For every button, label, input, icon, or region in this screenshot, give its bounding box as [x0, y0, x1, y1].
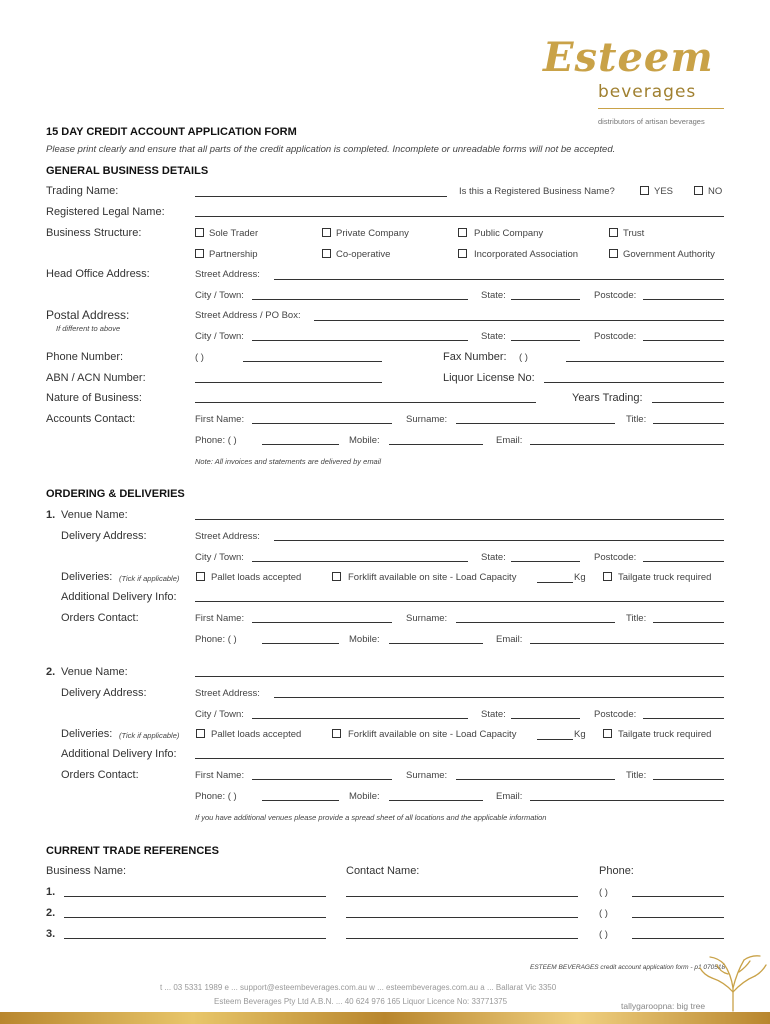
structure-partnership-label: Partnership — [209, 249, 258, 260]
venue-2-capacity-field[interactable] — [537, 739, 573, 740]
venue-1-phone-field[interactable] — [262, 643, 339, 644]
head-postcode-label: Postcode: — [594, 290, 637, 301]
venue-2-additional-label: Additional Delivery Info: — [61, 748, 177, 760]
venue-1-email-field[interactable] — [530, 643, 724, 644]
footer-partner: tallygaroopna: big tree — [621, 1001, 706, 1011]
accounts-surname-label: Surname: — [406, 414, 448, 425]
venue-2-forklift-label: Forklift available on site - Load Capacity — [348, 729, 517, 740]
phone-label: Phone Number: — [46, 351, 124, 363]
structure-partnership-checkbox[interactable] — [195, 249, 204, 258]
structure-private-company-checkbox[interactable] — [322, 228, 331, 237]
structure-public-company-checkbox[interactable] — [458, 228, 467, 237]
fax-label: Fax Number: — [443, 351, 507, 363]
venue-2-street-label: Street Address: — [195, 688, 260, 699]
head-city-field[interactable] — [252, 299, 468, 300]
structure-private-company-label: Private Company — [336, 228, 409, 239]
venue-2-mobile-label: Mobile: — [349, 791, 380, 802]
trade-phone-header: Phone: — [599, 865, 634, 877]
venue-1-additional-label: Additional Delivery Info: — [61, 591, 177, 603]
trade-row-1-area-code[interactable]: ( ) — [599, 887, 608, 898]
trade-row-2-area-code[interactable]: ( ) — [599, 908, 608, 919]
venue-2-phone-field[interactable] — [262, 800, 339, 801]
brand-logo-sub: beverages — [598, 82, 697, 102]
accounts-surname-field[interactable] — [456, 423, 615, 424]
venue-1-phone-label: Phone: ( ) — [195, 634, 237, 645]
postal-note: If different to above — [56, 324, 121, 333]
venue-2-surname-field[interactable] — [456, 779, 615, 780]
venue-2-postcode-label: Postcode: — [594, 709, 637, 720]
venue-1-city-label: City / Town: — [195, 552, 244, 563]
trade-row-3-area-code[interactable]: ( ) — [599, 929, 608, 940]
section-ordering-heading: ORDERING & DELIVERIES — [46, 488, 185, 500]
trade-row-3-phone-field[interactable] — [632, 938, 724, 939]
accounts-email-label: Email: — [496, 435, 523, 446]
structure-cooperative-label: Co-operative — [336, 249, 391, 260]
nature-label: Nature of Business: — [46, 392, 142, 404]
venue-1-forklift-label: Forklift available on site - Load Capacity — [348, 572, 517, 583]
accounts-phone-field[interactable] — [262, 444, 339, 445]
accounts-email-field[interactable] — [530, 444, 724, 445]
venue-2-surname-label: Surname: — [406, 770, 448, 781]
postal-postcode-field[interactable] — [643, 340, 724, 341]
venue-2-email-field[interactable] — [530, 800, 724, 801]
head-street-field[interactable] — [274, 279, 724, 280]
structure-label: Business Structure: — [46, 227, 142, 239]
phone-area-code[interactable]: ( ) — [195, 352, 204, 363]
years-field[interactable] — [652, 402, 724, 403]
venue-1-surname-field[interactable] — [456, 622, 615, 623]
trade-row-3-contact-field[interactable] — [346, 938, 578, 939]
structure-government-checkbox[interactable] — [609, 249, 618, 258]
section-trade-heading: CURRENT TRADE REFERENCES — [46, 845, 219, 857]
years-label: Years Trading: — [572, 392, 643, 404]
venue-1-postcode-label: Postcode: — [594, 552, 637, 563]
venue-1-forklift-checkbox[interactable] — [332, 572, 341, 581]
venue-1-deliveries-label: Deliveries: — [61, 571, 113, 583]
brand-tagline: distributors of artisan beverages — [598, 117, 705, 126]
venue-2-phone-label: Phone: ( ) — [195, 791, 237, 802]
venue-1-state-field[interactable] — [511, 561, 580, 562]
venue-1-street-field[interactable] — [274, 540, 724, 541]
venue-2-city-label: City / Town: — [195, 709, 244, 720]
venue-2-additional-field[interactable] — [195, 758, 724, 759]
structure-incorporated-label: Incorporated Association — [474, 249, 579, 260]
footer-company-line: Esteem Beverages Pty Ltd A.B.N. ... 40 624 976 165 Liquor Licence No: 33771375 — [214, 997, 508, 1006]
footer-contact-line: t ... 03 5331 1989 e ... support@esteembeverages.com.au w ... esteembeverages.com.au a ... Ballarat Vic 3350 — [160, 983, 557, 992]
postal-state-field[interactable] — [511, 340, 580, 341]
venue-1-street-label: Street Address: — [195, 531, 260, 542]
venue-1-tailgate-label: Tailgate truck required — [618, 572, 712, 583]
trade-contact-header: Contact Name: — [346, 865, 420, 877]
section-general-heading: GENERAL BUSINESS DETAILS — [46, 165, 209, 177]
trade-row-3-number: 3. — [46, 928, 56, 940]
accounts-title-field[interactable] — [653, 423, 724, 424]
abn-label: ABN / ACN Number: — [46, 372, 146, 384]
venue-1-mobile-field[interactable] — [389, 643, 483, 644]
trade-row-2-phone-field[interactable] — [632, 917, 724, 918]
venue-1-first-field[interactable] — [252, 622, 392, 623]
accounts-contact-label: Accounts Contact: — [46, 413, 136, 425]
registered-no-checkbox[interactable] — [694, 186, 703, 195]
venue-2-email-label: Email: — [496, 791, 523, 802]
venue-2-first-field[interactable] — [252, 779, 392, 780]
trade-row-1-contact-field[interactable] — [346, 896, 578, 897]
legal-name-label: Registered Legal Name: — [46, 206, 165, 218]
venue-1-capacity-field[interactable] — [537, 582, 573, 583]
venue-2-delivery-label: Delivery Address: — [61, 687, 147, 699]
venue-2-pallet-checkbox[interactable] — [196, 729, 205, 738]
accounts-mobile-field[interactable] — [389, 444, 483, 445]
additional-venues-note: If you have additional venues please provide a spread sheet of all locations and the applicable information — [195, 813, 547, 822]
venue-1-first-label: First Name: — [195, 613, 245, 624]
venue-2-name-field[interactable] — [195, 676, 724, 677]
accounts-note: Note: All invoices and statements are delivered by email — [195, 457, 382, 466]
venue-2-tailgate-checkbox[interactable] — [603, 729, 612, 738]
trade-row-2-contact-field[interactable] — [346, 917, 578, 918]
structure-trust-label: Trust — [623, 228, 645, 239]
venue-1-additional-field[interactable] — [195, 601, 724, 602]
trading-name-label: Trading Name: — [46, 185, 119, 197]
logo-rule — [598, 108, 724, 109]
venue-2-first-label: First Name: — [195, 770, 245, 781]
venue-1-postcode-field[interactable] — [643, 561, 724, 562]
venue-2-mobile-field[interactable] — [389, 800, 483, 801]
postal-street-label: Street Address / PO Box: — [195, 310, 301, 321]
trade-business-header: Business Name: — [46, 865, 127, 877]
trade-row-3-business-field[interactable] — [64, 938, 326, 939]
structure-trust-checkbox[interactable] — [609, 228, 618, 237]
venue-2-forklift-checkbox[interactable] — [332, 729, 341, 738]
registered-question: Is this a Registered Business Name? — [459, 186, 615, 197]
venue-2-kg-label: Kg — [574, 729, 586, 740]
trade-row-2-business-field[interactable] — [64, 917, 326, 918]
structure-incorporated-checkbox[interactable] — [458, 249, 467, 258]
abn-field[interactable] — [195, 382, 382, 383]
nature-field[interactable] — [195, 402, 536, 403]
venue-1-kg-label: Kg — [574, 572, 586, 583]
venue-1-pallet-label: Pallet loads accepted — [211, 572, 302, 583]
venue-1-state-label: State: — [481, 552, 506, 563]
structure-cooperative-checkbox[interactable] — [322, 249, 331, 258]
structure-sole-trader-checkbox[interactable] — [195, 228, 204, 237]
venue-1-title-field[interactable] — [653, 622, 724, 623]
venue-2-pallet-label: Pallet loads accepted — [211, 729, 302, 740]
structure-public-company-label: Public Company — [474, 228, 544, 239]
postal-postcode-label: Postcode: — [594, 331, 637, 342]
postal-city-label: City / Town: — [195, 331, 244, 342]
venue-2-state-field[interactable] — [511, 718, 580, 719]
venue-2-street-field[interactable] — [274, 697, 724, 698]
accounts-first-label: First Name: — [195, 414, 245, 425]
registered-no-label: NO — [708, 186, 723, 197]
venue-1-city-field[interactable] — [252, 561, 468, 562]
tree-icon — [698, 948, 768, 1012]
venue-1-number: 1. — [46, 509, 56, 521]
venue-2-state-label: State: — [481, 709, 506, 720]
venue-1-delivery-label: Delivery Address: — [61, 530, 147, 542]
venue-2-name-label: Venue Name: — [61, 666, 128, 678]
venue-1-orders-contact-label: Orders Contact: — [61, 612, 139, 624]
structure-sole-trader-label: Sole Trader — [209, 228, 259, 239]
accounts-mobile-label: Mobile: — [349, 435, 380, 446]
head-postcode-field[interactable] — [643, 299, 724, 300]
venue-2-title-label: Title: — [626, 770, 647, 781]
head-city-label: City / Town: — [195, 290, 244, 301]
trade-row-1-phone-field[interactable] — [632, 896, 724, 897]
venue-1-pallet-checkbox[interactable] — [196, 572, 205, 581]
fax-area-code[interactable]: ( ) — [519, 352, 528, 363]
liquor-label: Liquor License No: — [443, 372, 535, 384]
trade-row-2-number: 2. — [46, 907, 56, 919]
fax-field[interactable] — [566, 361, 724, 362]
venue-2-deliveries-label: Deliveries: — [61, 728, 113, 740]
footer-gold-bar — [0, 1012, 770, 1024]
trading-name-field[interactable] — [195, 196, 447, 197]
form-title: 15 DAY CREDIT ACCOUNT APPLICATION FORM — [46, 126, 297, 138]
accounts-first-field[interactable] — [252, 423, 392, 424]
phone-field[interactable] — [243, 361, 382, 362]
head-state-label: State: — [481, 290, 506, 301]
postal-label: Postal Address: — [46, 308, 130, 322]
head-state-field[interactable] — [511, 299, 580, 300]
venue-1-tick-note: (Tick if applicable) — [119, 574, 180, 583]
postal-state-label: State: — [481, 331, 506, 342]
accounts-title-label: Title: — [626, 414, 647, 425]
venue-1-tailgate-checkbox[interactable] — [603, 572, 612, 581]
registered-yes-checkbox[interactable] — [640, 186, 649, 195]
accounts-phone-label: Phone: ( ) — [195, 435, 237, 446]
postal-street-field[interactable] — [314, 320, 724, 321]
venue-1-name-label: Venue Name: — [61, 509, 128, 521]
head-street-label: Street Address: — [195, 269, 260, 280]
trade-row-1-number: 1. — [46, 886, 56, 898]
venue-1-mobile-label: Mobile: — [349, 634, 380, 645]
brand-logo: Esteem — [543, 34, 714, 81]
legal-name-field[interactable] — [195, 216, 724, 217]
trade-row-1-business-field[interactable] — [64, 896, 326, 897]
venue-2-orders-contact-label: Orders Contact: — [61, 769, 139, 781]
venue-2-city-field[interactable] — [252, 718, 468, 719]
postal-city-field[interactable] — [252, 340, 468, 341]
liquor-field[interactable] — [544, 382, 724, 383]
registered-yes-label: YES — [654, 186, 674, 197]
venue-2-postcode-field[interactable] — [643, 718, 724, 719]
venue-2-number: 2. — [46, 666, 56, 678]
venue-2-tailgate-label: Tailgate truck required — [618, 729, 712, 740]
venue-1-surname-label: Surname: — [406, 613, 448, 624]
form-instructions: Please print clearly and ensure that all parts of the credit application is completed. Incomplete or unreadable forms will not be accepted. — [46, 144, 616, 155]
venue-1-title-label: Title: — [626, 613, 647, 624]
form-reference: ESTEEM BEVERAGES credit account application form - p1 070518 — [530, 964, 726, 971]
head-office-label: Head Office Address: — [46, 268, 150, 280]
venue-2-title-field[interactable] — [653, 779, 724, 780]
venue-2-tick-note: (Tick if applicable) — [119, 731, 180, 740]
venue-1-email-label: Email: — [496, 634, 523, 645]
venue-1-name-field[interactable] — [195, 519, 724, 520]
structure-government-label: Government Authority — [623, 249, 715, 260]
